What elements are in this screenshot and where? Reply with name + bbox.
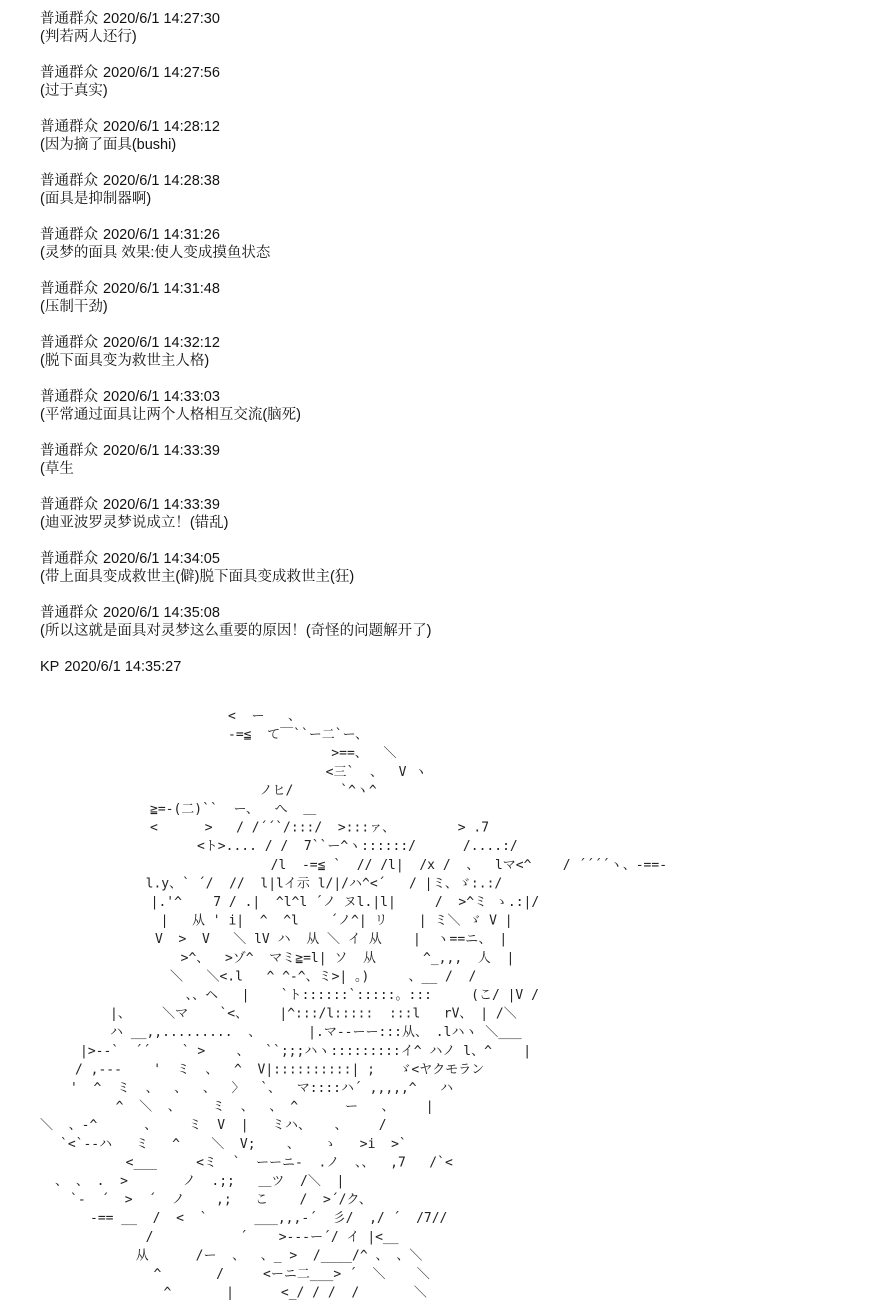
chat-entry — [40, 280, 860, 334]
message-timestamp: 2020/6/1 14:31:26 — [103, 227, 220, 243]
ascii-art-line: < ー 、 — [228, 709, 301, 724]
ascii-art-illustration — [0, 700, 896, 1313]
message-text: (压制干劲) — [40, 299, 108, 315]
speaker-name: 普通群众 — [40, 443, 98, 459]
chat-log — [40, 10, 860, 658]
message-text: (灵梦的面具 效果:使人变成摸鱼状态 — [40, 245, 271, 261]
ascii-art-line: / ,--- ' ミ 、 ^ V|::::::::::| ; ゞ<ヤクモラン — [75, 1062, 485, 1078]
ascii-art-line: ^ ＼ 、 ミ 、 、 ^ ー 、 | — [100, 1099, 434, 1115]
chat-entry-header — [40, 280, 860, 298]
chat-entry-header — [40, 604, 860, 622]
chat-entry — [40, 496, 860, 550]
chat-entry-header — [40, 334, 860, 352]
chat-entry — [40, 550, 860, 604]
message-text: (迪亚波罗灵梦说成立！(错乱) — [40, 515, 229, 531]
message-timestamp: 2020/6/1 14:31:48 — [103, 281, 220, 297]
speaker-name: 普通群众 — [40, 227, 98, 243]
chat-entry — [40, 10, 860, 64]
message-timestamp: 2020/6/1 14:33:39 — [103, 497, 220, 513]
speaker-name: 普通群众 — [40, 281, 98, 297]
chat-entry — [40, 172, 860, 226]
ascii-art-line: / ´ >---ー´/ イ |<__ — [130, 1229, 399, 1245]
ascii-art-line: <ト>.... / / 7``ー^ヽ::::::/ /....:/ — [150, 839, 518, 855]
chat-entry-header — [40, 496, 860, 514]
ascii-art-line: |>--` ´´ ` > 、 ``;;;ハヽ:::::::::イ^ ハノ l、^ | — [80, 1043, 532, 1059]
message-text: (判若两人还行) — [40, 29, 137, 45]
message-timestamp: 2020/6/1 14:28:12 — [103, 119, 220, 135]
message-timestamp: 2020/6/1 14:32:12 — [103, 335, 220, 351]
ascii-art-line: /l -=≦ ` // /l| /x / 、 lマ<^ / ´´´´ヽ、-==- — [255, 857, 668, 873]
chat-entry-header — [40, 442, 860, 460]
ascii-art-line: ＼ 、-^ 、 ミ V | ミハ、 、 / — [40, 1118, 387, 1134]
chat-entry-header — [40, 226, 860, 244]
ascii-art-line: `<`--ハ ミ ^ ＼ V; 、 ゝ >i >` — [60, 1136, 407, 1152]
ascii-art-line: ＼ ＼<.l ^ ^-^、ミ>| 。) 、__ / / — [170, 969, 477, 985]
ascii-art-line: ^ | <_/ / / / ＼ — [140, 1285, 427, 1301]
speaker-name: 普通群众 — [40, 551, 98, 567]
chat-entry-header — [40, 388, 860, 406]
ascii-art-line: | 从 ' i| ^ ^l ´ノ^| リ | ミ＼ ゞ V | — [145, 913, 513, 929]
message-text: (所以这就是面具对灵梦这么重要的原因！(奇怪的问题解开了) — [40, 623, 432, 639]
ascii-art-line: 、、ヘ | `ト::::::`:::::。::: (こ/ |V / — [170, 988, 539, 1003]
ascii-art-line: ハ __,,......... 、 |.マ--ーー:::从、 .lハヽ ＼___ — [110, 1025, 530, 1041]
kp-speaker: KP — [40, 659, 60, 675]
ascii-art-canvas — [0, 700, 896, 1313]
chat-entry — [40, 334, 860, 388]
message-timestamp: 2020/6/1 14:33:39 — [103, 443, 220, 459]
ascii-art-line: -=≦ て￣``ー二`ー、 — [228, 727, 369, 743]
ascii-art-line: 从 /ー 、 、_ > /____/^ 、 、＼ — [120, 1248, 423, 1264]
message-timestamp: 2020/6/1 14:27:56 — [103, 65, 220, 81]
ascii-art-line: 、 、 . > ノ .;; ＿ツ /＼ | — [55, 1174, 345, 1189]
message-text: (过于真实) — [40, 83, 108, 99]
kp-header — [40, 658, 181, 676]
ascii-art-line: ノヒ/ `^ヽ^ — [236, 783, 377, 799]
speaker-name: 普通群众 — [40, 389, 98, 405]
speaker-name: 普通群众 — [40, 173, 98, 189]
speaker-name: 普通群众 — [40, 11, 98, 27]
ascii-art-line: |、 ＼マ `<、 |^:::/l::::: :::l rV、 | /＼ — [110, 1006, 517, 1022]
chat-entry — [40, 226, 860, 280]
ascii-art-line: V > V ＼ lV ハ 从 ＼ イ 从 | ヽ==ニ、 | — [155, 932, 508, 948]
message-timestamp: 2020/6/1 14:27:30 — [103, 11, 220, 27]
message-text: (面具是抑制器啊) — [40, 191, 152, 207]
message-text: (平常通过面具让两个人格相互交流(脑死) — [40, 407, 301, 423]
chat-entry-header — [40, 550, 860, 568]
ascii-art-line: <三` 、 V ヽ — [310, 764, 428, 780]
speaker-name: 普通群众 — [40, 335, 98, 351]
speaker-name: 普通群众 — [40, 497, 98, 513]
ascii-art-line: <___ <ミ ` ーーニ- .ノ 、、 ,7 /`< — [110, 1155, 453, 1171]
speaker-name: 普通群众 — [40, 65, 98, 81]
chat-entry — [40, 118, 860, 172]
chat-entry — [40, 388, 860, 442]
ascii-art-line: < > / /´´`/:::/ >:::ァ、 > .7 — [150, 820, 490, 836]
chat-entry-header — [40, 172, 860, 190]
ascii-art-line: `- ´ > ´ ノ ,; こ / >´/ク、 — [70, 1192, 372, 1208]
chat-entry — [40, 64, 860, 118]
message-text: (草生 — [40, 461, 74, 477]
message-timestamp: 2020/6/1 14:33:03 — [103, 389, 220, 405]
message-text: (带上面具变成救世主(僻)脱下面具变成救世主(狂) — [40, 569, 355, 585]
ascii-art-line: >==、 ＼ — [300, 746, 397, 762]
ascii-art-line: l.y、` ´/ // l|lイ示 l/|/ハ^<´ / |ミ、ゞ:.:/ — [130, 876, 503, 892]
ascii-art-line: >^、 >ゾ^ マミ≧=l| ソ 从 ^_,,, 人 | — [165, 950, 515, 966]
message-timestamp: 2020/6/1 14:34:05 — [103, 551, 220, 567]
ascii-art-line: ' ^ ミ 、 、 、 〉 `、 マ::::ハ´ ,,,,,^ ハ — [70, 1081, 454, 1096]
chat-entry-header — [40, 118, 860, 136]
ascii-art-line: ^ / <ーニ二___> ´ ＼ ＼ — [130, 1267, 430, 1282]
message-timestamp: 2020/6/1 14:28:38 — [103, 173, 220, 189]
ascii-art-line: ≧=-(二)`` ー、 へ ＿ — [150, 802, 317, 817]
speaker-name: 普通群众 — [40, 605, 98, 621]
chat-entry — [40, 442, 860, 496]
chat-entry-header — [40, 10, 860, 28]
speaker-name: 普通群众 — [40, 119, 98, 135]
message-text: (脱下面具变为救世主人格) — [40, 353, 210, 369]
message-timestamp: 2020/6/1 14:35:08 — [103, 605, 220, 621]
ascii-art-line: -== __ / < ` ___,,,-´ 彡/ ,/ ´ /7// — [90, 1211, 448, 1227]
chat-entry — [40, 604, 860, 658]
chat-entry-header — [40, 64, 860, 82]
kp-timestamp: 2020/6/1 14:35:27 — [64, 659, 182, 675]
ascii-art-line: |.'^ 7 / .| ^l^l ´ノ ヌl.|l| / >^ミ ゝ.:|/ — [135, 895, 540, 910]
message-text: (因为摘了面具(bushi) — [40, 137, 177, 153]
